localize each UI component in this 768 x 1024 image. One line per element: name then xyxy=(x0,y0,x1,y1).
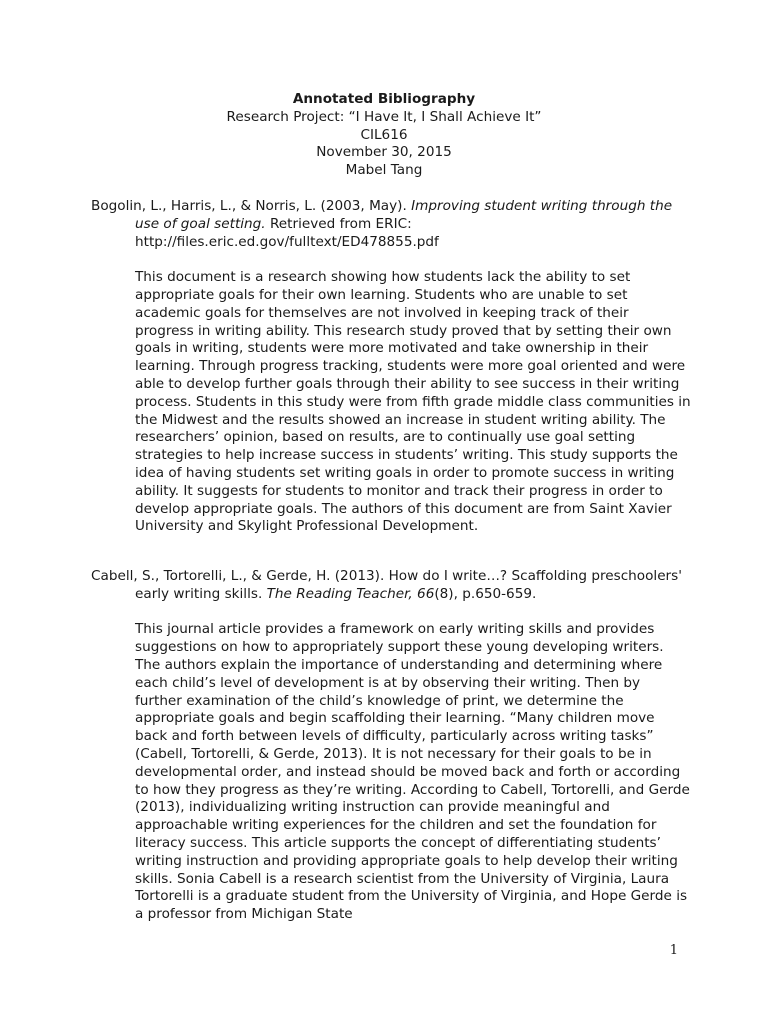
citation-journal: The Reading Teacher, 66 xyxy=(266,585,435,602)
citation-authors: Cabell, S., Tortorelli, L., & Gerde, H. (2013). How do I write…? Scaffolding preschoolers' early writing skills. xyxy=(91,568,682,602)
citation xyxy=(91,568,691,604)
citation-title: Improving student writing through the use of goal setting. xyxy=(135,198,673,232)
citation xyxy=(91,198,691,251)
citation-source: Retrieved from ERIC: http://files.eric.ed.gov/fulltext/ED478855.pdf xyxy=(135,215,439,250)
citation-authors: Bogolin, L., Harris, L., & Norris, L. (2003, May). xyxy=(91,198,412,214)
course-code: CIL616 xyxy=(360,126,408,143)
annotation-paragraph: This journal article provides a framework on early writing skills and provides suggestions on how to appropriately support these young developing writers. The authors explain the importance of understanding and determining where each child’s level of development is at by observing their writing. Then by further examination of the child’s knowledge of print, we determine the appropriate goals and begin scaffolding their learning. “Many children move back and forth between levels of difficulty, particularly across writing tasks” (Cabell, Tortorelli, & Gerde, 2013). It is not necessary for their goals to be in developmental order, and instead should be moved back and forth or according to how they progress as they’re writing. According to Cabell, Tortorelli, and Gerde (2013), individualizing writing instruction can provide meaningful and approachable writing experiences for the children and set the foundation for literacy success. This article supports the concept of differentiating students’ writing instruction and providing appropriate goals to help develop their writing skills. Sonia Cabell is a research scientist from the University of Virginia, Laura Tortorelli is a graduate student from the University of Virginia, and Hope Gerde is a professor from Michigan State xyxy=(135,621,690,923)
author-name: Mabel Tang xyxy=(345,162,423,179)
project-title: Research Project: “I Have It, I Shall Achieve It” xyxy=(226,108,542,125)
document-date: November 30, 2015 xyxy=(316,144,452,161)
bibliography-entry xyxy=(91,198,691,536)
bibliography-entry xyxy=(91,568,691,924)
citation-issue: (8), p.650-659. xyxy=(434,585,537,602)
document-header xyxy=(0,91,768,180)
document-title: Annotated Bibliography xyxy=(292,91,476,107)
annotation-paragraph: This document is a research showing how students lack the ability to set appropriate goals for their own learning. Students who are unable to set academic goals for themselves are not involved in keeping track of their progress in writing ability. This research study proved that by setting their own goals in writing, students were more motivated and take ownership in their learning. Through progress tracking, students were more goal oriented and were able to develop further goals through their ability to see success in their writing process. Students in this study were from fifth grade middle class communities in the Midwest and the results showed an increase in student writing ability. The researchers’ opinion, based on results, are to continually use goal setting strategies to help increase success in students’ writing. This study supports the idea of having students set writing goals in order to promote success in writing ability. It suggests for students to monitor and track their progress in order to develop appropriate goals. The authors of this document are from Saint Xavier University and Skylight Professional Development. xyxy=(135,269,691,535)
page-number: 1 xyxy=(669,943,678,958)
